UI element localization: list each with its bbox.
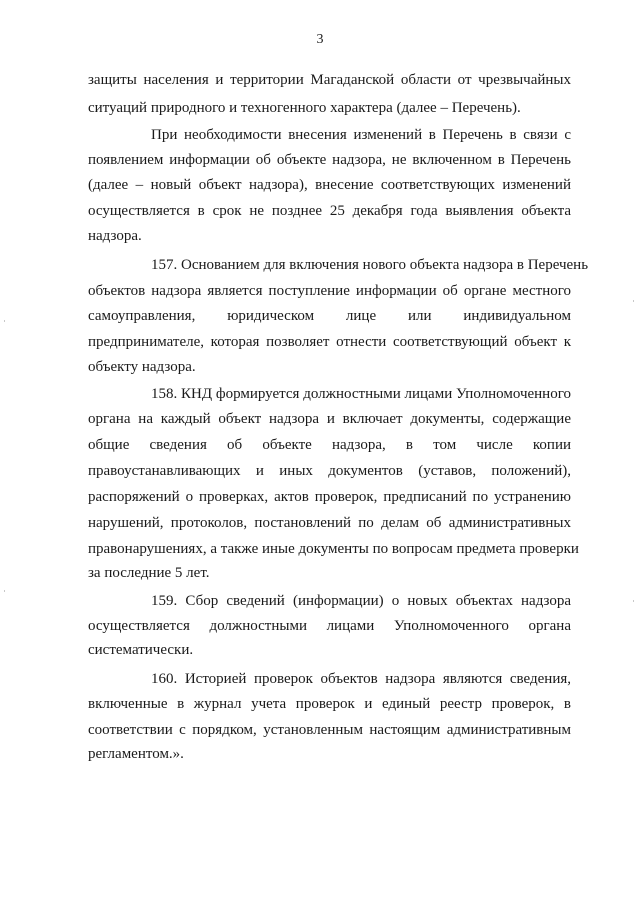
text-line: При необходимости внесения изменений в Перечень в связи с (151, 127, 571, 143)
scan-mark (4, 590, 5, 592)
text-line: 160. Историей проверок объектов надзора являются сведения, (151, 671, 571, 687)
text-line: 159. Сбор сведений (информации) о новых объектах надзора (151, 593, 571, 609)
text-line: органа на каждый объект надзора и включает документы, содержащие (88, 411, 571, 427)
text-line: 157. Основанием для включения нового объекта надзора в Перечень (151, 257, 589, 273)
text-line: осуществляется в срок не позднее 25 декабря года выявления объекта (88, 203, 571, 219)
text-line: общие сведения об объекте надзора, в том числе копии (88, 437, 571, 453)
text-line: появлением информации об объекте надзора, не включенном в Перечень (88, 152, 571, 168)
text-line: предпринимателе, которая позволяет отнести соответствующий объект к (88, 334, 571, 350)
text-line: включенные в журнал учета проверок и единый реестр проверок, в (88, 696, 571, 712)
text-line: распоряжений о проверках, актов проверок, предписаний по устранению (88, 489, 571, 505)
text-line: объекту надзора. (88, 359, 196, 375)
text-line: соответствии с порядком, установленным настоящим административным (88, 722, 571, 738)
text-line: осуществляется должностными лицами Уполномоченного органа (88, 618, 571, 634)
scan-mark (633, 300, 634, 302)
text-line: систематически. (88, 642, 194, 658)
text-line: 158. КНД формируется должностными лицами Уполномоченного (151, 386, 571, 402)
text-line: объектов надзора является поступление информации об органе местного (88, 283, 571, 299)
text-line: нарушений, протоколов, постановлений по делам об административных (88, 515, 571, 531)
text-line: (далее – новый объект надзора), внесение соответствующих изменений (88, 177, 571, 193)
text-line: за последние 5 лет. (88, 565, 210, 581)
scan-mark (4, 320, 5, 322)
page-number: 3 (316, 32, 324, 47)
text-line: защиты населения и территории Магаданской области от чрезвычайных (88, 72, 571, 88)
text-line: самоуправления, юридическом лице или индивидуальном (88, 308, 571, 324)
text-line: регламентом.». (88, 746, 184, 762)
scan-mark (633, 600, 634, 602)
text-line: надзора. (88, 228, 142, 244)
text-line: ситуаций природного и техногенного характера (далее – Перечень). (88, 100, 521, 116)
text-line: правонарушениях, а также иные документы по вопросам предмета проверки (88, 541, 579, 557)
text-line: правоустанавливающих и иных документов (уставов, положений), (88, 463, 571, 479)
